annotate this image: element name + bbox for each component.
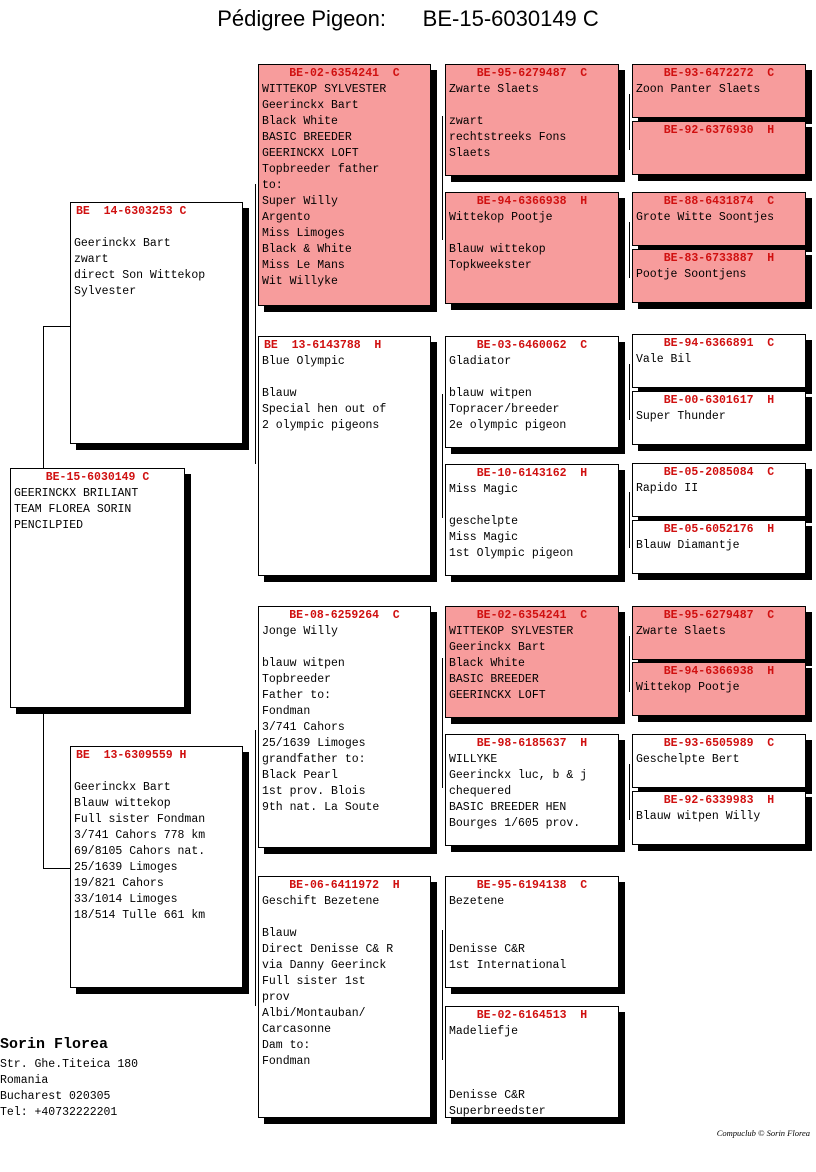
pigeon-details: Geerinckx Bart zwart direct Son Wittekop Sylvester <box>74 237 206 298</box>
pigeon-card-g4-1 <box>632 64 806 118</box>
pigeon-details: Geschift Bezetene Blauw Direct Denisse C& R via Danny Geerinck Full sister 1st prov Albi/Montauban/ Carcasonne Dam to: Fondman <box>262 895 394 1068</box>
pigeon-card-sds <box>445 336 619 448</box>
footer-credit: Compuclub © Sorin Florea <box>716 1128 810 1138</box>
ring-number: BE-83-6733887 H <box>663 252 775 265</box>
connector-line <box>43 708 44 868</box>
pigeon-card-g4-9 <box>632 606 806 660</box>
ring-number: BE-08-6259264 C <box>289 609 400 622</box>
ring-number: BE-00-6301617 H <box>663 394 775 407</box>
pigeon-card-g4-12 <box>632 791 806 845</box>
pigeon-details: Geschelpte Bert <box>636 753 740 766</box>
connector-line <box>629 364 630 420</box>
pigeon-details: Blauw witpen Willy <box>636 810 761 823</box>
pigeon-card-ssd <box>445 192 619 304</box>
owner-name: Sorin Florea <box>0 1036 109 1053</box>
pigeon-card-dam <box>70 746 243 988</box>
ring-number: BE-92-6339983 H <box>663 794 775 807</box>
ring-number: BE-02-6164513 H <box>476 1009 588 1022</box>
ring-number: BE-02-6354241 C <box>476 609 588 622</box>
ring-number: BE-94-6366938 H <box>663 665 775 678</box>
pigeon-details: GEERINCKX BRILIANT TEAM FLOREA SORIN PENCILPIED <box>14 487 139 532</box>
connector-line <box>629 94 630 150</box>
pigeon-details: Madeliefje Denisse C&R Superbreedster <box>449 1025 546 1118</box>
connector-line <box>43 868 70 869</box>
pigeon-details: Rapido II <box>636 482 699 495</box>
pigeon-details: Wittekop Pootje <box>636 681 740 694</box>
ring-number: BE-92-6376930 H <box>663 124 775 137</box>
connector-line <box>629 222 630 278</box>
pigeon-card-sdd <box>445 464 619 576</box>
pigeon-card-g4-3 <box>632 192 806 246</box>
ring-number: BE 13-6309559 H <box>76 749 187 762</box>
pigeon-details: Blue Olympic Blauw Special hen out of 2 olympic pigeons <box>262 355 387 432</box>
connector-line <box>43 326 70 327</box>
ring-number: BE-94-6366938 H <box>476 195 588 208</box>
ring-number: BE-93-6505989 C <box>663 737 775 750</box>
pigeon-card-ddd <box>445 1006 619 1118</box>
pigeon-card-sss <box>445 64 619 176</box>
connector-line <box>629 492 630 548</box>
pigeon-details: Blauw Diamantje <box>636 539 740 552</box>
pigeon-card-g4-6 <box>632 391 806 445</box>
pigeon-card-dsd <box>445 734 619 846</box>
page-title: Pédigree Pigeon: BE-15-6030149 C <box>217 6 599 31</box>
pigeon-details: Gladiator blauw witpen Topracer/breeder 2e olympic pigeon <box>449 355 567 432</box>
ring-number: BE-05-6052176 H <box>663 523 775 536</box>
connector-line <box>629 764 630 820</box>
ring-number: BE-95-6279487 C <box>476 67 588 80</box>
connector-line <box>255 730 256 1006</box>
ring-number: BE-15-6030149 C <box>45 471 150 484</box>
pigeon-card-subject <box>10 468 185 708</box>
pigeon-card-g4-4 <box>632 249 806 303</box>
pigeon-card-dds <box>445 876 619 988</box>
ring-number: BE-05-2085084 C <box>663 466 775 479</box>
pigeon-card-g4-11 <box>632 734 806 788</box>
pigeon-details: Miss Magic geschelpte Miss Magic 1st Olympic pigeon <box>449 483 574 560</box>
pigeon-card-g4-5 <box>632 334 806 388</box>
pigeon-card-ss <box>258 64 431 306</box>
ring-number: BE-98-6185637 H <box>476 737 588 750</box>
pigeon-details: Vale Bil <box>636 353 692 366</box>
pigeon-card-g4-7 <box>632 463 806 517</box>
pigeon-details: Super Thunder <box>636 410 726 423</box>
pigeon-details: Zwarte Slaets zwart rechtstreeks Fons Slaets <box>449 83 567 160</box>
ring-number: BE 14-6303253 C <box>76 205 187 218</box>
pigeon-details: WILLYKE Geerinckx luc, b & j chequered BASIC BREEDER HEN Bourges 1/605 prov. <box>449 753 588 830</box>
pigeon-card-sd <box>258 336 431 576</box>
pigeon-card-ds <box>258 606 431 848</box>
ring-number: BE-06-6411972 H <box>289 879 400 892</box>
pigeon-details: Grote Witte Soontjes <box>636 211 775 224</box>
connector-line <box>629 636 630 692</box>
pigeon-details: Jonge Willy blauw witpen Topbreeder Father to: Fondman 3/741 Cahors 25/1639 Limoges grandfather to: Black Pearl 1st prov. Blois 9th nat. La Soute <box>262 625 380 814</box>
ring-number: BE 13-6143788 H <box>264 339 382 352</box>
pigeon-details: WITTEKOP SYLVESTER Geerinckx Bart Black White BASIC BREEDER GEERINCKX LOFT Topbreeder father to: Super Willy Argento Miss Limoges Black & White Miss Le Mans Wit Willyke <box>262 83 387 288</box>
ring-number: BE-10-6143162 H <box>476 467 588 480</box>
connector-line <box>43 326 44 468</box>
owner-address: Str. Ghe.Titeica 180 Romania Bucharest 020305 Tel: +40732222201 <box>0 1058 139 1119</box>
ring-number: BE-93-6472272 C <box>663 67 775 80</box>
connector-line <box>442 394 443 518</box>
connector-line <box>442 658 443 788</box>
ring-number: BE-03-6460062 C <box>476 339 588 352</box>
pigeon-card-g4-2 <box>632 121 806 175</box>
pigeon-details: Zoon Panter Slaets <box>636 83 761 96</box>
connector-line <box>442 930 443 1060</box>
connector-line <box>442 116 443 240</box>
pigeon-card-sire <box>70 202 243 444</box>
pigeon-card-g4-10 <box>632 662 806 716</box>
connector-line <box>255 184 256 464</box>
owner-block <box>0 1036 138 1121</box>
ring-number: BE-88-6431874 C <box>663 195 775 208</box>
pigeon-details: Pootje Soontjens <box>636 268 747 281</box>
pigeon-card-dss <box>445 606 619 718</box>
ring-number: BE-94-6366891 C <box>663 337 775 350</box>
pigeon-details: Geerinckx Bart Blauw wittekop Full sister Fondman 3/741 Cahors 778 km 69/8105 Cahors nat. 25/1639 Limoges 19/821 Cahors 33/1014 Limoges 18/514 Tulle 661 km <box>74 781 206 922</box>
pigeon-details: Wittekop Pootje Blauw wittekop Topkweekster <box>449 211 553 272</box>
ring-number: BE-02-6354241 C <box>289 67 400 80</box>
pigeon-card-dd <box>258 876 431 1118</box>
pigeon-card-g4-8 <box>632 520 806 574</box>
pigeon-details: Bezetene Denisse C&R 1st International <box>449 895 567 972</box>
pigeon-details: WITTEKOP SYLVESTER Geerinckx Bart Black White BASIC BREEDER GEERINCKX LOFT <box>449 625 574 702</box>
ring-number: BE-95-6279487 C <box>663 609 775 622</box>
pigeon-details: Zwarte Slaets <box>636 625 726 638</box>
ring-number: BE-95-6194138 C <box>476 879 588 892</box>
